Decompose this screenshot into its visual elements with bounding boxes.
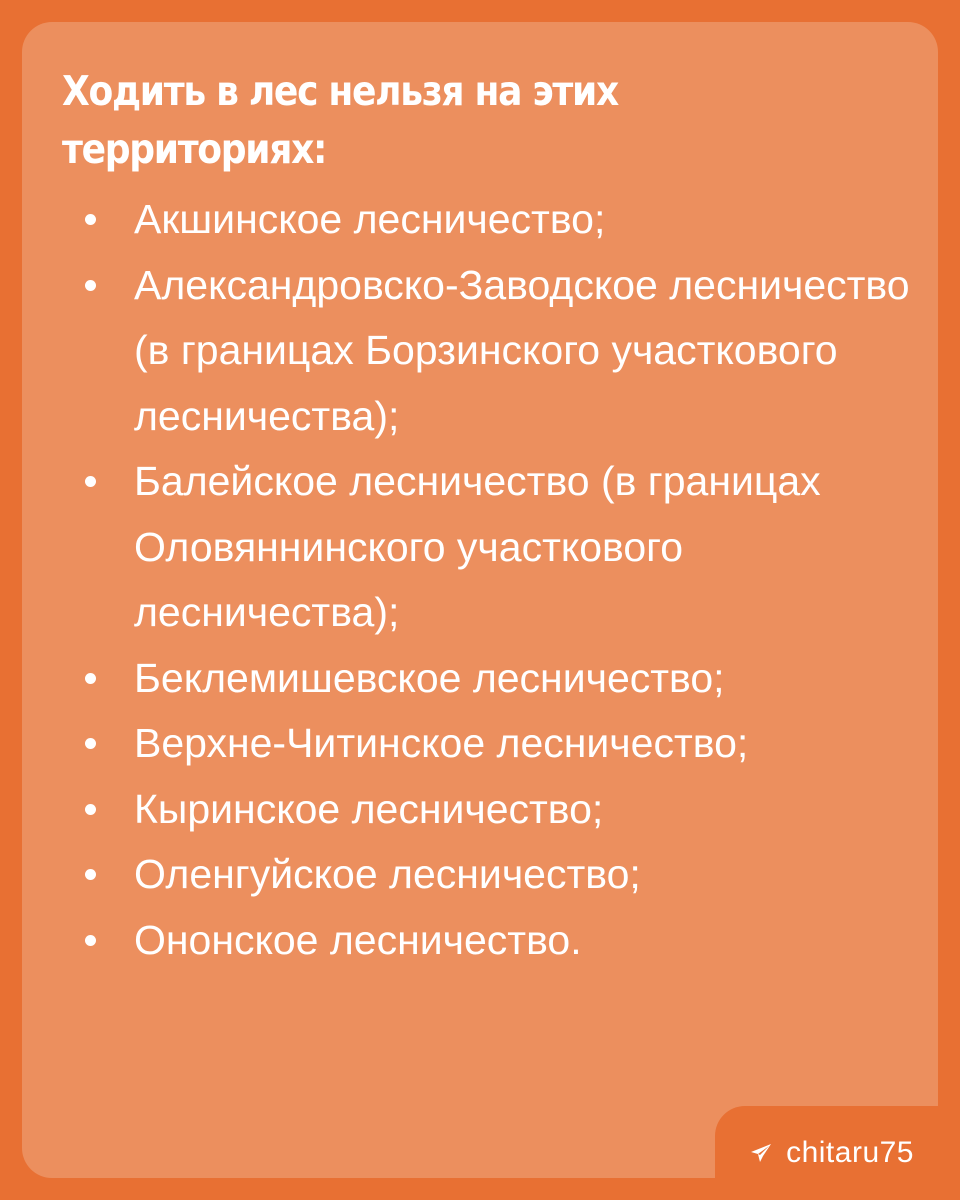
bullet-icon bbox=[85, 804, 96, 815]
list-item-text: Балейское лесничество (в границах Оловяннинского участкового лесничества); bbox=[134, 458, 821, 635]
bullet-icon bbox=[85, 869, 96, 880]
telegram-icon bbox=[750, 1143, 772, 1163]
list-item bbox=[82, 449, 912, 646]
list-item bbox=[82, 711, 912, 777]
list-item bbox=[82, 777, 912, 843]
bullet-icon bbox=[85, 935, 96, 946]
territory-list bbox=[82, 187, 912, 973]
list-item-text: Беклемишевское лесничество; bbox=[134, 654, 725, 701]
list-item-text: Ононское лесничество. bbox=[134, 916, 582, 963]
info-card bbox=[22, 22, 938, 1178]
list-item-text: Верхне-Читинское лесничество; bbox=[134, 720, 749, 766]
bullet-icon bbox=[85, 280, 96, 291]
list-item-text: Александровско-Заводское лесничество (в границах Борзинского участкового лесничества); bbox=[134, 261, 910, 439]
list-item bbox=[82, 253, 912, 450]
channel-badge-content bbox=[715, 1106, 960, 1200]
list-item-text: Акшинское лесничество; bbox=[134, 196, 606, 242]
list-item bbox=[82, 646, 912, 712]
list-item-text: Кыринское лесничество; bbox=[134, 785, 604, 832]
list-item-text: Оленгуйское лесничество; bbox=[134, 851, 641, 897]
list-item bbox=[82, 908, 912, 974]
bullet-icon bbox=[85, 738, 96, 749]
channel-name: chitaru75 bbox=[786, 1136, 914, 1169]
bullet-icon bbox=[85, 214, 96, 225]
channel-badge[interactable] bbox=[715, 1106, 960, 1200]
card-title: Ходить в лес нельзя на этих территориях: bbox=[62, 67, 618, 173]
bullet-icon bbox=[85, 673, 96, 684]
bullet-icon bbox=[85, 476, 96, 487]
list-item bbox=[82, 842, 912, 908]
list-item bbox=[82, 187, 912, 253]
